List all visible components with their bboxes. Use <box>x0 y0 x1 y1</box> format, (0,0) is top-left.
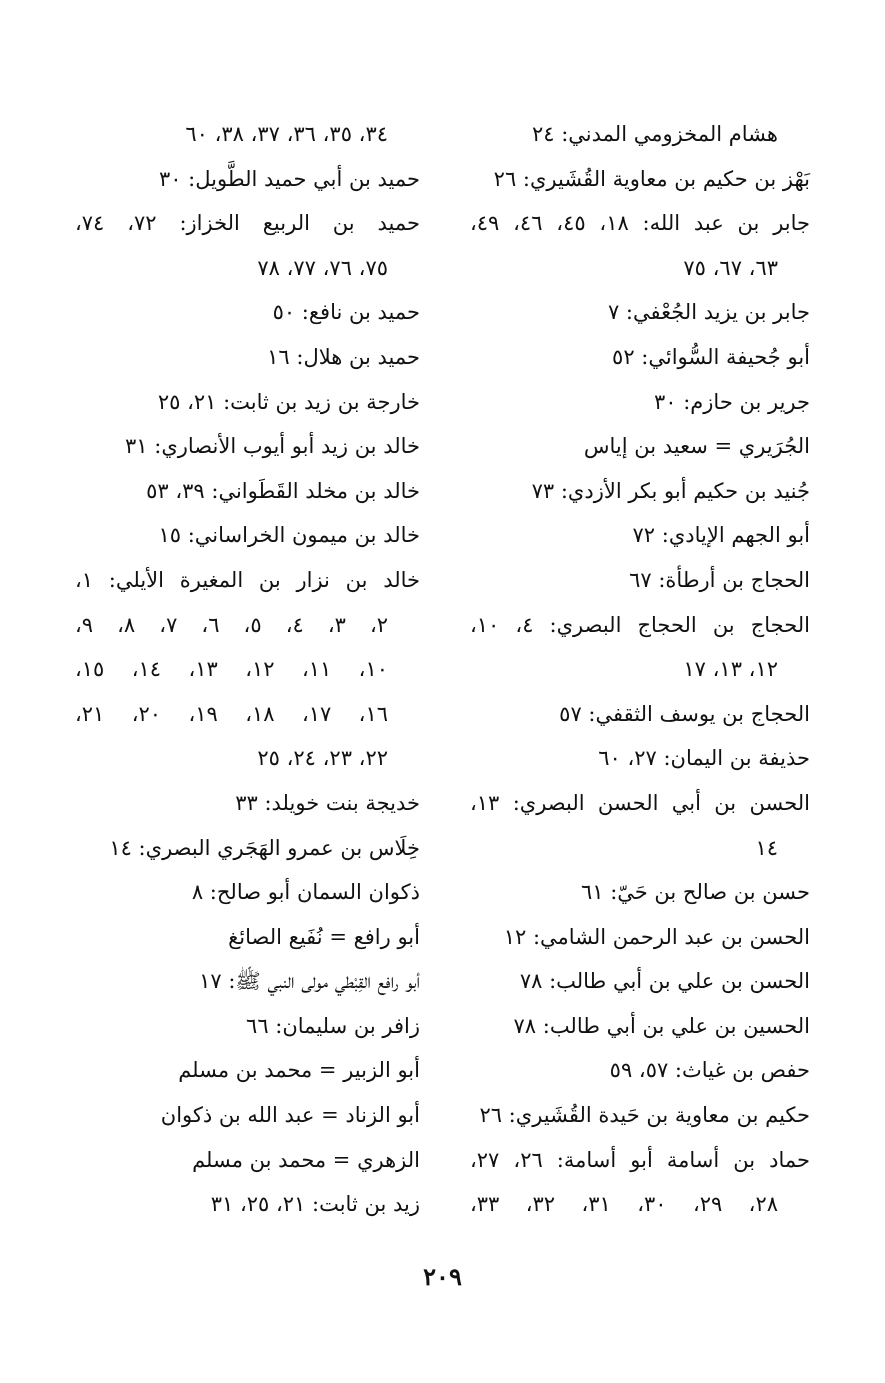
index-entry: أبو الزناد = عبد الله بن ذكوان <box>160 1103 420 1128</box>
index-entry: خالد بن نزار بن المغيرة الأيلي: ١، <box>75 567 420 592</box>
index-entry: ٦٣، ٦٧، ٧٥ <box>683 255 778 280</box>
index-entry: جرير بن حازم: ٣٠ <box>653 389 810 414</box>
index-entry: خديجة بنت خويلد: ٣٣ <box>235 790 420 815</box>
index-entry: ٢٢، ٢٣، ٢٤، ٢٥ <box>257 746 388 771</box>
index-entry: حميد بن أبي حميد الطَّويل: ٣٠ <box>158 166 420 191</box>
index-entry: هشام المخزومي المدني: ٢٤ <box>531 122 778 146</box>
index-entry: الجُرَيري = سعيد بن إياس <box>583 434 810 459</box>
index-column-right <box>470 112 810 1227</box>
page-number: ٢٠٩ <box>423 1262 462 1291</box>
index-entry: حسن بن صالح بن حَيّ: ٦١ <box>580 880 810 905</box>
index-entry: الحسن بن أبي الحسن البصري: ١٣، <box>470 790 810 815</box>
index-entry: خالد بن زيد أبو أيوب الأنصاري: ٣١ <box>125 434 420 459</box>
index-entry: أبو رافع القِبْطي مولى النبي ﷺ: ١٧ <box>199 969 420 994</box>
index-entry: حماد بن أسامة أبو أسامة: ٢٦، ٢٧، <box>470 1147 811 1172</box>
index-entry: أبو جُحيفة السُّوائي: ٥٢ <box>612 344 810 369</box>
index-entry: ٧٥، ٧٦، ٧٧، ٧٨ <box>257 255 388 280</box>
index-entry: الحجاج بن أرطأة: ٦٧ <box>629 567 810 592</box>
index-entry: الحسن بن علي بن أبي طالب: ٧٨ <box>519 969 810 994</box>
index-entry: ١٦، ١٧، ١٨، ١٩، ٢٠، ٢١، <box>75 701 389 726</box>
index-entry: خالد بن ميمون الخراساني: ١٥ <box>158 523 420 548</box>
index-entry: حميد بن هلال: ١٦ <box>267 344 420 369</box>
index-entry: الزهري = محمد بن مسلم <box>192 1147 420 1172</box>
index-entry: الحجاج بن يوسف الثقفي: ٥٧ <box>559 701 810 726</box>
index-entry: حفص بن غياث: ٥٧، ٥٩ <box>609 1058 810 1083</box>
index-entry: جابر بن يزيد الجُعْفي: ٧ <box>607 300 810 325</box>
index-entry: ١٢، ١٣، ١٧ <box>683 657 778 682</box>
index-entry: ٢٨، ٢٩، ٣٠، ٣١، ٣٢، ٣٣، <box>470 1192 779 1217</box>
index-entry: حكيم بن معاوية بن حَيدة القُشَيري: ٢٦ <box>479 1103 810 1128</box>
index-entry: الحجاج بن الحجاج البصري: ٤، ١٠، <box>470 612 811 637</box>
index-entry: بَهْز بن حكيم بن معاوية القُشَيري: ٢٦ <box>493 166 810 191</box>
index-entry: حذيفة بن اليمان: ٢٧، ٦٠ <box>598 746 810 771</box>
index-entry: جابر بن عبد الله: ١٨، ٤٥، ٤٦، ٤٩، <box>470 211 811 236</box>
index-entry: زيد بن ثابت: ٢١، ٢٥، ٣١ <box>210 1192 420 1217</box>
index-entry: ٢، ٣، ٤، ٥، ٦، ٧، ٨، ٩، <box>75 612 389 637</box>
index-entry: أبو الجهم الإيادي: ٧٢ <box>632 523 810 548</box>
index-entry: أبو الزبير = محمد بن مسلم <box>178 1058 420 1083</box>
index-entry: ٣٤، ٣٥، ٣٦، ٣٧، ٣٨، ٦٠ <box>185 122 388 146</box>
index-entry: حميد بن الربيع الخزاز: ٧٢، ٧٤، <box>75 211 420 236</box>
index-entry: جُنيد بن حكيم أبو بكر الأزدي: ٧٣ <box>531 478 810 503</box>
index-entry: حميد بن نافع: ٥٠ <box>272 300 420 325</box>
index-column-left <box>75 112 420 1227</box>
index-entry: زافر بن سليمان: ٦٦ <box>246 1013 420 1038</box>
index-entry: أبو رافع = نُفَيع الصائغ <box>228 924 420 949</box>
index-entry: ذكوان السمان أبو صالح: ٨ <box>191 880 420 905</box>
index-entry: ١٠، ١١، ١٢، ١٣، ١٤، ١٥، <box>75 657 389 682</box>
index-entry: خِلَاس بن عمرو الهَجَري البصري: ١٤ <box>109 835 420 860</box>
index-entry: ١٤ <box>755 835 778 860</box>
index-entry: الحسين بن علي بن أبي طالب: ٧٨ <box>513 1013 810 1038</box>
index-entry: خارجة بن زيد بن ثابت: ٢١، ٢٥ <box>157 389 420 414</box>
index-entry: خالد بن مخلد القَطَواني: ٣٩، ٥٣ <box>146 478 420 503</box>
index-entry: الحسن بن عبد الرحمن الشامي: ١٢ <box>503 924 810 949</box>
